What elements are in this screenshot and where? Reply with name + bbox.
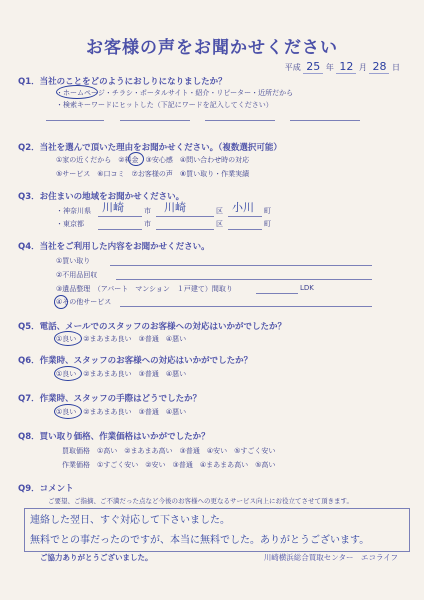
q3-ward1-unit: 区 [216,207,223,215]
q6-selection-circle [54,366,82,381]
q3-ward2-unit: 区 [216,220,223,228]
footer-thanks: ご協力ありがとうございました。 [40,553,153,562]
date-day[interactable]: 28 [369,60,389,74]
q4-layout-line[interactable] [256,293,298,294]
q1-options-line2[interactable]: ・検索キーワードにヒットした（下記にワードを記入してください） [56,101,273,109]
date-year[interactable]: 25 [303,60,323,74]
q2-options-line2[interactable]: ⑤サービス ⑥口コミ ⑦お客様の声 ⑧買い取り・作業実績 [56,170,250,178]
q1-options-line1[interactable]: ・ホームページ・チラシ・ポータルサイト・紹介・リピーター・近所だから [56,89,294,97]
q3-town1-unit: 町 [264,207,271,215]
q9-question: Q9．コメント [18,484,74,494]
date-year-unit: 年 [325,63,334,72]
q4-option-buyback[interactable]: ①買い取り [56,257,91,265]
date-field [285,60,400,73]
q3-pref-kanagawa: ・神奈川県 [56,207,91,215]
q3-city1-line [98,216,142,217]
q3-ward1-value[interactable]: 川崎 [164,201,186,214]
q3-town2-unit: 町 [264,220,271,228]
q4-question: Q4．当社をご利用した内容をお聞かせください。 [18,242,210,252]
q1-selection-circle [56,85,98,99]
q4-option-estate-cleanup[interactable]: ③遺品整理 （アパート マンション １戸建て）間取り [56,285,233,293]
q4-selection-circle [54,295,68,309]
date-era: 平成 [284,63,301,72]
q4-option-other[interactable]: ④その他サービス [56,298,112,306]
q4-buyback-line[interactable] [110,265,372,266]
q3-city1-unit: 市 [144,207,151,215]
comment-line-1: 連絡した翌日、すぐ対応して下さいました。 [30,515,230,526]
q4-other-line[interactable] [120,306,372,307]
q3-city1-value[interactable]: 川崎 [102,201,124,214]
q8-buyback-price-options[interactable]: 買取価格 ①高い ②まあまあ高い ③普通 ④安い ⑤すごく安い [62,447,276,455]
date-month[interactable]: 12 [336,60,356,74]
q1-question: Q1．当社のことをどのようにおしりになりましたか？ [18,77,227,87]
footer-company: 川崎横浜総合買取センター エコライフ [263,553,398,562]
q2-options-line1[interactable]: ①家の近くだから ②料金 ③安心感 ④問い合わせ時の対応 [56,156,250,164]
q3-ward1-line [156,216,214,217]
q3-town1-value[interactable]: 小川 [232,201,254,214]
q3-town1-line [228,216,262,217]
q7-selection-circle [54,404,82,419]
q5-question: Q5．電話、メールでのスタッフのお客様への対応はいかがでしたか？ [18,322,286,332]
q1-keyword-line-2[interactable] [120,120,190,121]
q1-keyword-line-3[interactable] [205,120,275,121]
date-day-unit: 日 [392,63,400,72]
q4-junk-line[interactable] [116,279,372,280]
q6-options[interactable]: ①良い ②まあまあ良い ③普通 ④悪い [56,370,187,378]
q3-question: Q3．お住まいの地域をお聞かせください。 [18,192,185,202]
q7-options[interactable]: ①良い ②まあまあ良い ③普通 ④悪い [56,408,187,416]
q2-selection-circle [128,152,144,166]
q3-city2-unit: 市 [144,220,151,228]
q9-intro: ご要望、ご指摘、ご不満だった点など今後のお客様への更なるサービス向上にお役立てさせて頂きます。 [48,497,353,505]
date-month-unit: 月 [358,63,367,72]
q6-question: Q6．作業時、スタッフのお客様への対応はいかがでしたか？ [18,356,253,366]
q3-city2-line[interactable] [98,229,142,230]
q4-option-junk-removal[interactable]: ②不用品回収 [56,271,98,279]
q7-question: Q7．作業時、スタッフの手際はどうでしたか？ [18,394,202,404]
q3-town2-line[interactable] [228,229,262,230]
page-title: お客様の声をお聞かせください [86,38,338,58]
q1-keyword-line-1[interactable] [46,120,104,121]
q3-ward2-line[interactable] [156,229,214,230]
q2-question: Q2．当社を選んで頂いた理由をお聞かせください。（複数選択可能） [18,143,282,153]
comment-line-2: 無料でとの事だったのですが、本当に無料でした。ありがとうございます。 [30,535,370,546]
q8-work-price-options[interactable]: 作業価格 ①すごく安い ②安い ③普通 ④まあまあ高い ⑤高い [62,461,276,469]
q8-question: Q8．買い取り価格、作業価格はいかがでしたか？ [18,432,210,442]
q5-options[interactable]: ①良い ②まあまあ良い ③普通 ④悪い [56,335,187,343]
q4-layout-unit: LDK [300,284,314,292]
q3-pref-tokyo: ・東京都 [56,220,84,228]
q1-keyword-line-4[interactable] [290,120,360,121]
q5-selection-circle [54,331,82,346]
